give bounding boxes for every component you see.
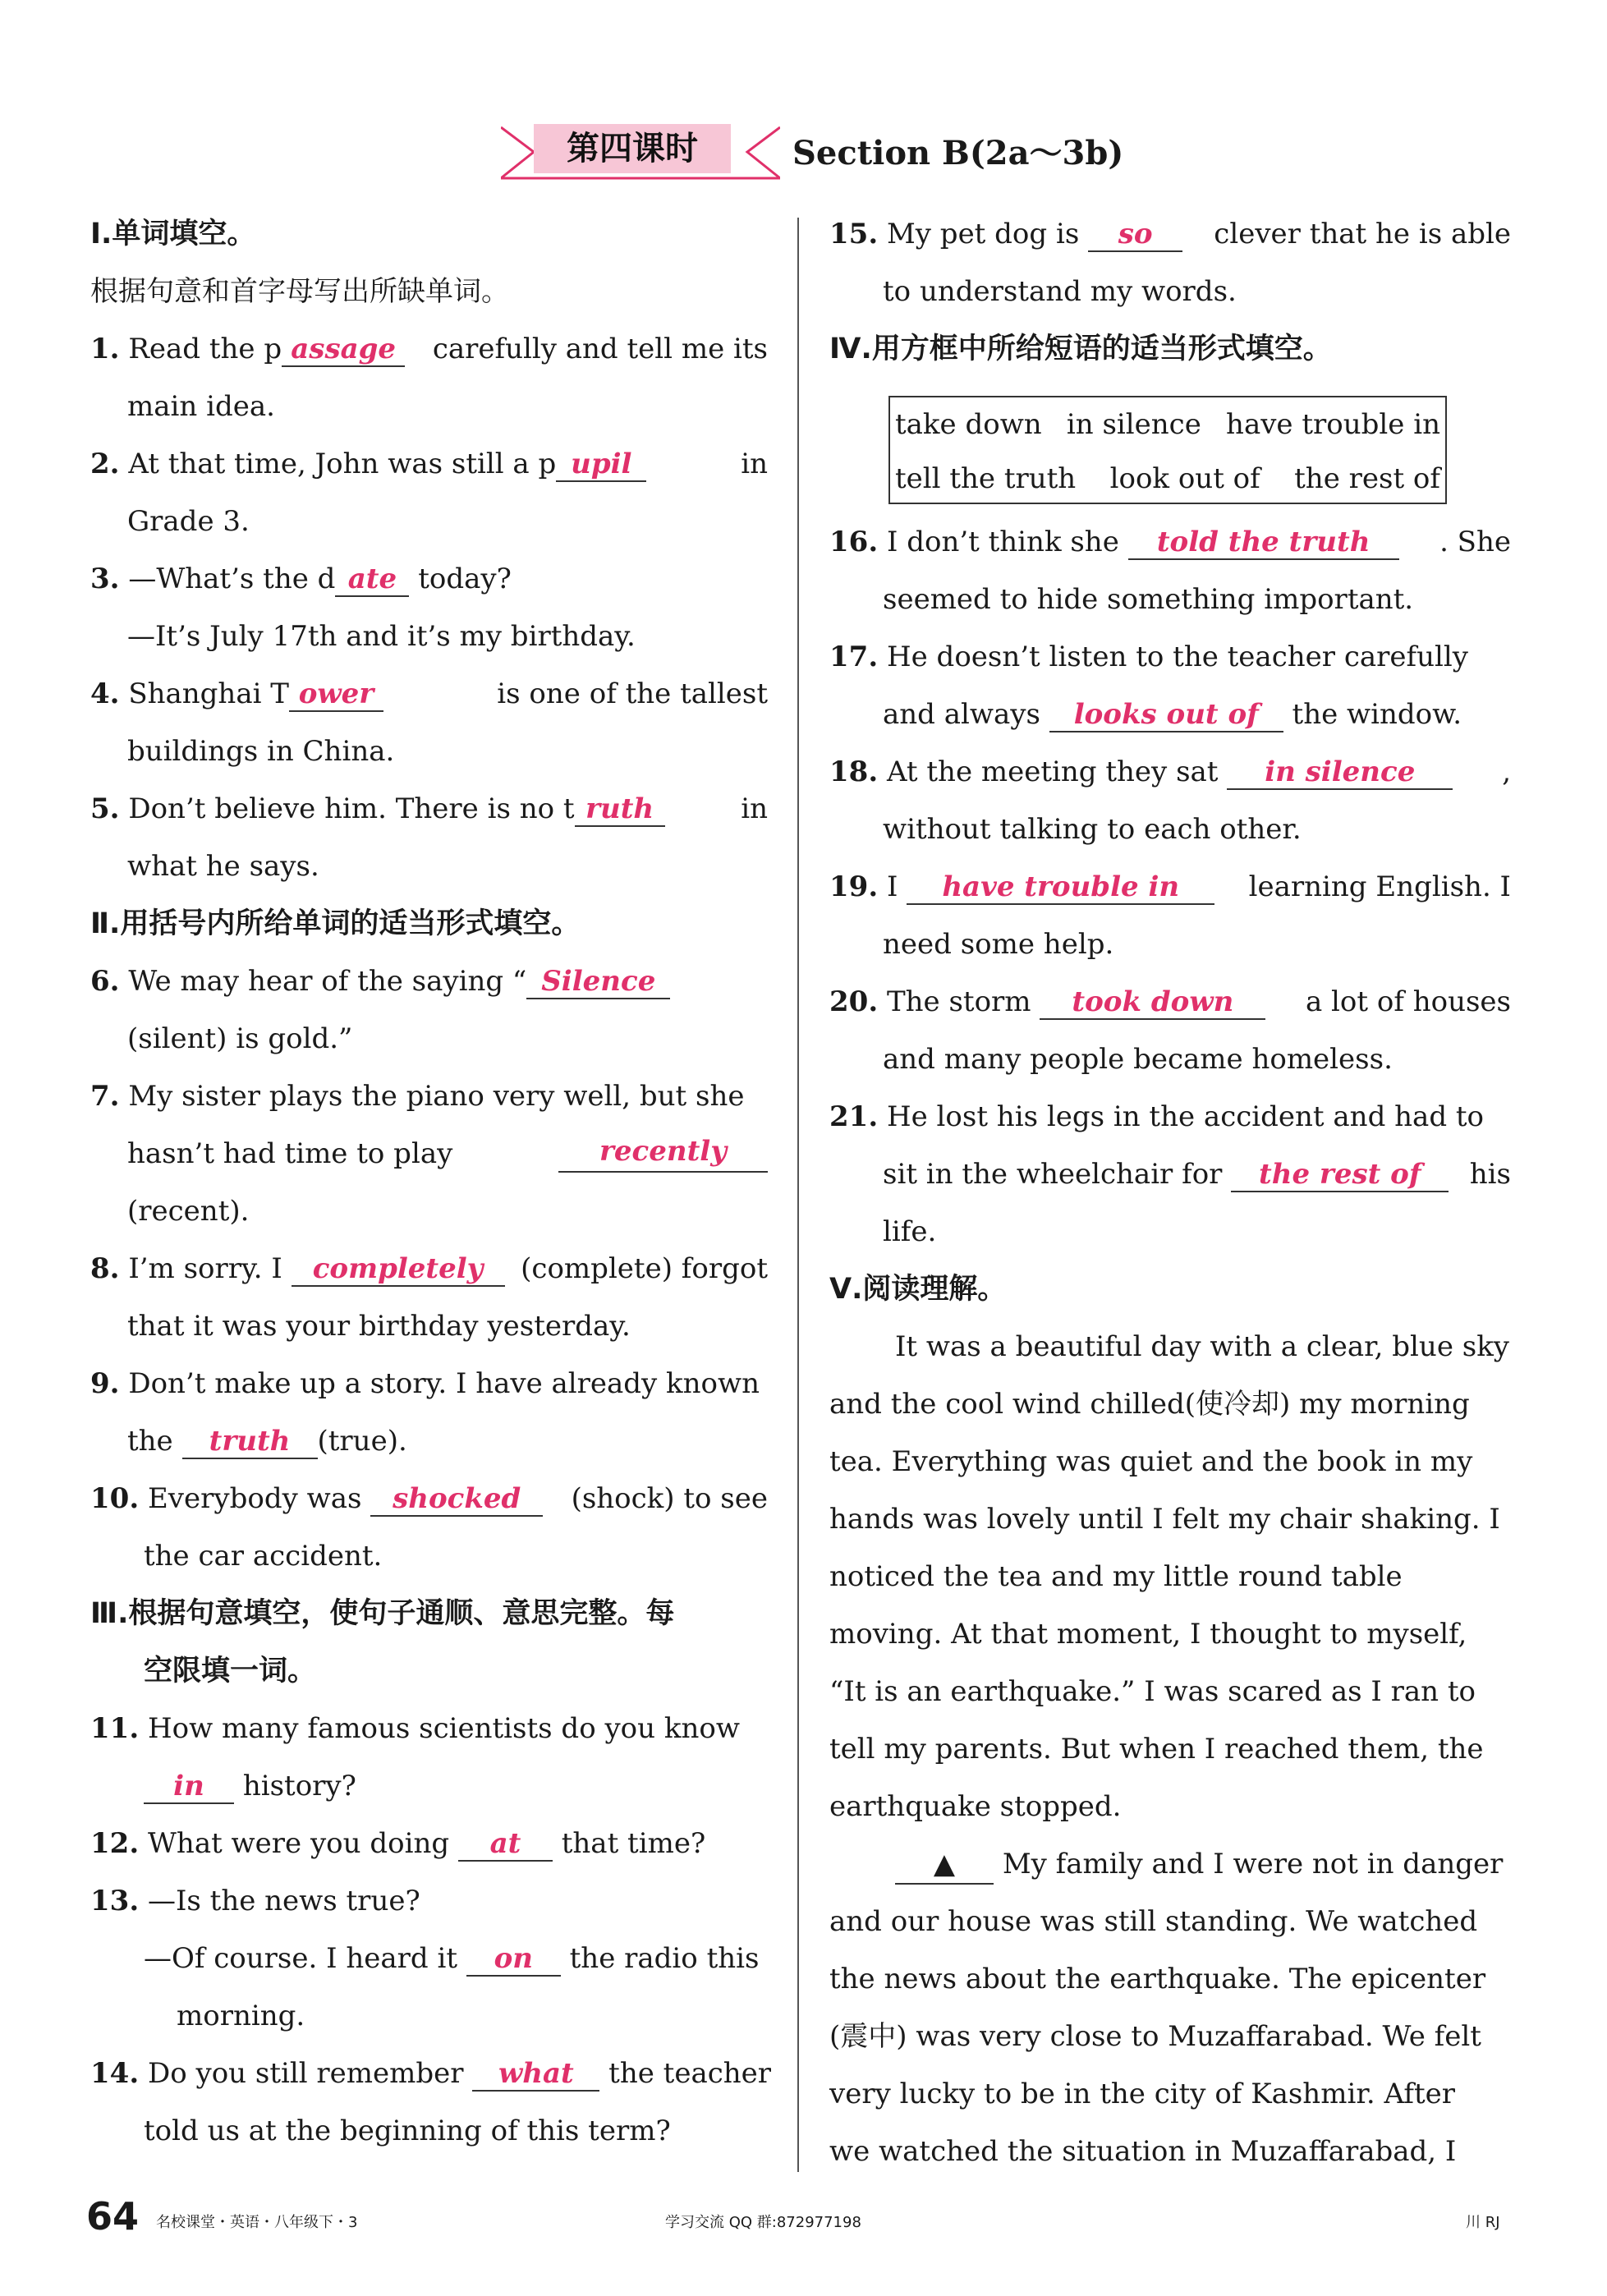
q4-text-c: buildings in China. xyxy=(127,735,395,768)
part5-heading: Ⅴ.阅读理解。 xyxy=(829,1273,1007,1306)
q4-text-b: is one of the tallest xyxy=(497,677,768,710)
question-10 xyxy=(90,1480,768,1518)
q13-answer[interactable]: on xyxy=(466,1942,561,1977)
passage-line: “It is an earthquake.” I was scared as I ran to xyxy=(829,1675,1476,1708)
question-11 xyxy=(90,1710,740,1747)
q15-text-b: clever that he is able xyxy=(1214,218,1511,250)
q18-text-b: , xyxy=(1502,755,1511,788)
q9-line2 xyxy=(127,1422,407,1460)
question-20 xyxy=(829,983,1511,1021)
q6-number: 6. xyxy=(90,965,120,998)
book-info: 名校课堂・英语・八年级下・3 xyxy=(156,2214,358,2231)
q7-answer[interactable]: recently xyxy=(558,1135,768,1173)
q19-text-c: need some help. xyxy=(883,928,1114,961)
q8-number: 8. xyxy=(90,1252,120,1285)
passage-line: It was a beautiful day with a clear, blue sky xyxy=(895,1330,1509,1363)
q8-text-c: that it was your birthday yesterday. xyxy=(127,1310,631,1343)
phrase-2: in silence xyxy=(1066,408,1201,441)
q1-number: 1. xyxy=(90,333,120,365)
q5-text: Don’t believe him. There is no t xyxy=(128,792,575,825)
q13-text: —Is the news true? xyxy=(147,1885,420,1917)
q13-number: 13. xyxy=(90,1885,140,1917)
q20-text-b: a lot of houses xyxy=(1305,985,1511,1018)
q7-text-b: hasn’t had time to play xyxy=(127,1137,453,1170)
phrase-6: the rest of xyxy=(1294,462,1440,495)
q15-text-c: to understand my words. xyxy=(883,275,1237,308)
q14-text-b: the teacher xyxy=(608,2057,772,2090)
part2-heading: Ⅱ.用括号内所给单词的适当形式填空。 xyxy=(90,907,581,940)
q18-text-c: without talking to each other. xyxy=(883,813,1302,846)
q4-answer[interactable]: ower xyxy=(289,677,383,712)
question-8 xyxy=(90,1250,768,1288)
q13-line2 xyxy=(144,1940,759,1977)
passage-line: and the cool wind chilled(使冷却) my morning xyxy=(829,1388,1470,1421)
q8-answer[interactable]: completely xyxy=(292,1252,505,1287)
q21-line2 xyxy=(883,1155,1511,1193)
part1-instruction: 根据句意和首字母写出所缺单词。 xyxy=(90,275,509,308)
q9-answer[interactable]: truth xyxy=(182,1425,318,1459)
q1-text-b: carefully and tell me its xyxy=(432,333,768,365)
q12-number: 12. xyxy=(90,1827,140,1860)
q21-number: 21. xyxy=(829,1100,879,1133)
q14-number: 14. xyxy=(90,2057,140,2090)
q5-text-b: in xyxy=(741,792,768,825)
q17-text-b: and always xyxy=(883,698,1040,731)
question-16 xyxy=(829,523,1511,561)
q17-answer[interactable]: looks out of xyxy=(1049,698,1283,732)
lesson-banner xyxy=(501,119,780,193)
q9-number: 9. xyxy=(90,1367,120,1400)
q8-text-b: (complete) forgot xyxy=(521,1252,768,1285)
q7-line2 xyxy=(127,1135,768,1173)
page-footer xyxy=(0,2194,1607,2243)
passage-line: earthquake stopped. xyxy=(829,1790,1122,1823)
q14-answer[interactable]: what xyxy=(472,2057,599,2092)
q4-text: Shanghai T xyxy=(128,677,289,710)
q14-text: Do you still remember xyxy=(147,2057,464,2090)
q1-text-c: main idea. xyxy=(127,390,275,423)
column-divider xyxy=(797,218,799,2172)
question-14 xyxy=(90,2055,771,2092)
q1-text: Read the p xyxy=(128,333,282,365)
q7-text: My sister plays the piano very well, but she xyxy=(128,1080,745,1113)
q16-text-b: . She xyxy=(1439,526,1511,558)
q21-text-d: life. xyxy=(883,1215,937,1248)
page-number: 64 xyxy=(86,2194,140,2239)
q2-text-b: in xyxy=(741,448,768,480)
q17-number: 17. xyxy=(829,641,879,673)
q1-answer[interactable]: assage xyxy=(282,333,405,367)
passage-line: very lucky to be in the city of Kashmir. After xyxy=(829,2078,1456,2110)
q17-text-c: the window. xyxy=(1292,698,1462,731)
question-2 xyxy=(90,445,768,483)
q20-text-c: and many people became homeless. xyxy=(883,1043,1393,1076)
q2-number: 2. xyxy=(90,448,120,480)
triangle-marker: ▲ xyxy=(933,1848,956,1880)
part3-heading: Ⅲ.根据句意填空，使句子通顺、意思完整。每 xyxy=(90,1597,675,1630)
q11-number: 11. xyxy=(90,1712,140,1745)
part1-heading: Ⅰ.单词填空。 xyxy=(90,218,256,250)
q15-number: 15. xyxy=(829,218,879,250)
q13-text-d: morning. xyxy=(177,2000,305,2032)
q14-text-c: told us at the beginning of this term? xyxy=(144,2115,671,2147)
q6-text: We may hear of the saying “ xyxy=(128,965,527,998)
question-18 xyxy=(829,753,1511,791)
q13-text-c: the radio this xyxy=(569,1942,760,1975)
passage-line: the news about the earthquake. The epicenter xyxy=(829,1963,1486,1995)
phrase-4: tell the truth xyxy=(895,462,1077,495)
q10-text-c: the car accident. xyxy=(144,1540,383,1573)
passage-blank[interactable] xyxy=(895,1845,994,1885)
q16-answer[interactable]: told the truth xyxy=(1128,526,1399,560)
q16-number: 16. xyxy=(829,526,879,558)
passage-text: My family and I were not in danger xyxy=(1002,1848,1504,1880)
question-5 xyxy=(90,790,768,828)
q9-text: Don’t make up a story. I have already known xyxy=(128,1367,760,1400)
question-19 xyxy=(829,868,1511,906)
q10-answer[interactable]: shocked xyxy=(370,1482,543,1517)
q11-text-b: history? xyxy=(242,1770,356,1802)
q19-answer[interactable]: have trouble in xyxy=(907,870,1214,905)
q13-text-b: —Of course. I heard it xyxy=(144,1942,458,1975)
passage-line: tea. Everything was quiet and the book in my xyxy=(829,1445,1473,1478)
question-1 xyxy=(90,330,768,368)
q9-text-c: (true). xyxy=(317,1425,407,1458)
q11-answer[interactable]: in xyxy=(144,1770,234,1804)
q7-text-c: (recent). xyxy=(127,1195,250,1228)
q6-answer[interactable]: Silence xyxy=(526,965,670,999)
edition: 川 RJ xyxy=(1466,2214,1500,2231)
q21-text-b: sit in the wheelchair for xyxy=(883,1158,1223,1191)
q5-answer[interactable]: ruth xyxy=(575,792,665,827)
q18-number: 18. xyxy=(829,755,879,788)
q12-answer[interactable]: at xyxy=(458,1827,553,1862)
question-9 xyxy=(90,1365,760,1403)
question-7 xyxy=(90,1077,745,1115)
part3-heading-2: 空限填一词。 xyxy=(144,1655,317,1688)
phrase-1: take down xyxy=(895,408,1042,441)
q16-text-c: seemed to hide something important. xyxy=(883,583,1414,616)
q2-text: At that time, John was still a p xyxy=(128,448,557,480)
q5-text-c: what he says. xyxy=(127,850,319,883)
question-17 xyxy=(829,638,1468,676)
q11-text: How many famous scientists do you know xyxy=(147,1712,740,1745)
q10-text: Everybody was xyxy=(147,1482,362,1515)
phrase-3: have trouble in xyxy=(1226,408,1440,441)
lesson-label: 第四课时 xyxy=(534,124,731,173)
q19-text-b: learning English. I xyxy=(1248,870,1511,903)
q18-answer[interactable]: in silence xyxy=(1227,755,1453,790)
q9-text-b: the xyxy=(127,1425,173,1458)
q21-answer[interactable]: the rest of xyxy=(1231,1158,1449,1192)
passage-line: noticed the tea and my little round table xyxy=(829,1560,1403,1593)
phrase-5: look out of xyxy=(1109,462,1260,495)
part4-heading: Ⅳ.用方框中所给短语的适当形式填空。 xyxy=(829,333,1332,365)
q3-number: 3. xyxy=(90,563,120,595)
passage-line: and our house was still standing. We watched xyxy=(829,1905,1478,1938)
q20-text: The storm xyxy=(886,985,1031,1018)
passage-line: (震中) was very close to Muzaffarabad. We felt xyxy=(829,2020,1481,2053)
q19-text: I xyxy=(886,870,898,903)
passage-line: tell my parents. But when I reached them, the xyxy=(829,1733,1484,1766)
q21-text-c: his xyxy=(1469,1158,1511,1191)
passage-line: moving. At that moment, I thought to myself, xyxy=(829,1618,1467,1651)
q17-text: He doesn’t listen to the teacher carefully xyxy=(886,641,1468,673)
q20-number: 20. xyxy=(829,985,879,1018)
q3-text: —What’s the d xyxy=(128,563,336,595)
q7-number: 7. xyxy=(90,1080,120,1113)
q15-text: My pet dog is xyxy=(886,218,1080,250)
q16-text: I don’t think she xyxy=(886,526,1119,558)
q20-answer[interactable]: took down xyxy=(1040,985,1265,1020)
q2-text-c: Grade 3. xyxy=(127,505,250,538)
q6-text-c: (silent) is gold.” xyxy=(127,1022,353,1055)
phrase-row-2 xyxy=(895,452,1440,506)
q19-number: 19. xyxy=(829,870,879,903)
q17-line2 xyxy=(883,696,1462,733)
q18-text: At the meeting they sat xyxy=(886,755,1219,788)
q15-answer[interactable]: so xyxy=(1088,218,1182,252)
question-21 xyxy=(829,1098,1484,1136)
q10-number: 10. xyxy=(90,1482,140,1515)
q3-answer[interactable]: ate xyxy=(335,563,409,597)
q8-text: I’m sorry. I xyxy=(128,1252,282,1285)
q21-text: He lost his legs in the accident and had to xyxy=(886,1100,1485,1133)
question-15 xyxy=(829,215,1511,253)
q10-text-b: (shock) to see xyxy=(571,1482,768,1515)
question-6 xyxy=(90,962,670,1000)
question-4 xyxy=(90,675,768,713)
q3-text-c: —It’s July 17th and it’s my birthday. xyxy=(127,620,636,653)
q3-text-b: today? xyxy=(418,563,512,595)
q2-answer[interactable]: upil xyxy=(556,448,646,482)
passage-line: we watched the situation in Muzaffarabad, I xyxy=(829,2135,1457,2168)
passage-line: hands was lovely until I felt my chair shaking. I xyxy=(829,1503,1500,1536)
question-13 xyxy=(90,1882,420,1920)
passage-line xyxy=(895,1845,1503,1885)
question-3 xyxy=(90,560,512,598)
phrase-box xyxy=(888,396,1447,504)
q12-text: What were you doing xyxy=(147,1827,450,1860)
phrase-row-1 xyxy=(895,397,1440,452)
q11-line2 xyxy=(144,1767,356,1805)
section-title: Section B(2a～3b) xyxy=(792,134,1124,172)
q4-number: 4. xyxy=(90,677,120,710)
q5-number: 5. xyxy=(90,792,120,825)
q12-text-b: that time? xyxy=(561,1827,706,1860)
question-12 xyxy=(90,1825,705,1862)
qq-group: 学习交流 QQ 群:872977198 xyxy=(665,2214,861,2231)
